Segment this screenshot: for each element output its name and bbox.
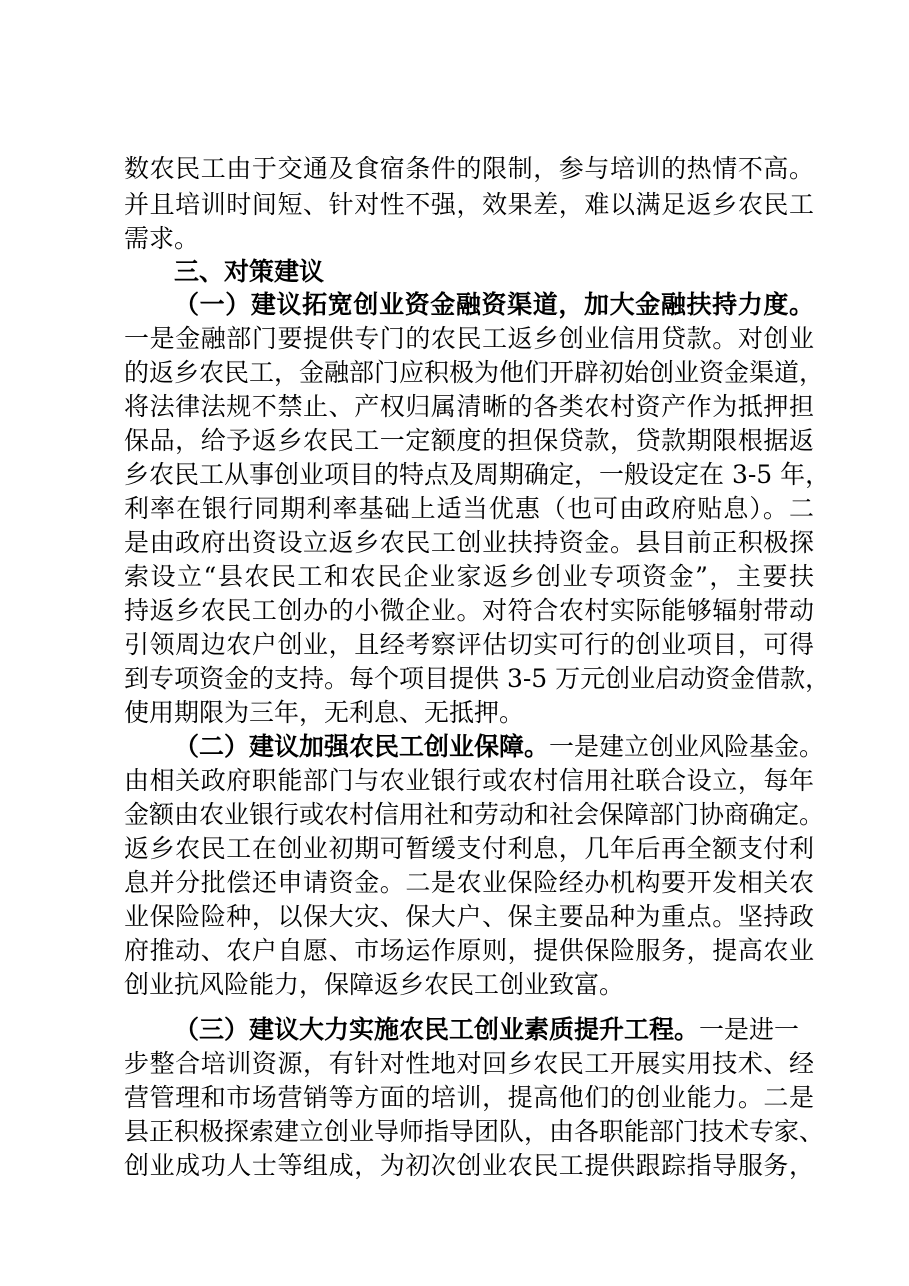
body-line: 保品，给予返乡农民工一定额度的担保贷款，贷款期限根据返 [124,426,814,455]
body-line: 到专项资金的支持。每个项目提供 3-5 万元创业启动资金借款， [124,664,831,693]
body-line: 需求。 [124,224,200,253]
paragraph-line [174,730,825,764]
body-line: 创业成功人士等组成，为初次创业农民工提供跟踪指导服务， [124,1151,814,1180]
body-line: 步整合培训资源，有针对性地对回乡农民工开展实用技术、经 [124,1049,814,1078]
body-line: 由相关政府职能部门与农业银行或农村信用社联合设立，每年 [124,766,814,795]
section-heading: 三、对策建议 [174,257,325,286]
body-line: 的返乡农民工，金融部门应积极为他们开辟初始创业资金渠道， [124,358,825,387]
subsection-heading: （一）建议拓宽创业资金融资渠道，加大金融扶持力度。 [174,290,814,319]
body-line: 营管理和市场营销等方面的培训，提高他们的创业能力。二是 [124,1083,814,1112]
body-line: 索设立“县农民工和农民企业家返乡创业专项资金”，主要扶 [124,562,814,591]
body-line: 息并分批偿还申请资金。二是农业保险经办机构要开发相关农 [124,868,814,897]
body-line: 并且培训时间短、针对性不强，效果差，难以满足返乡农民工 [124,190,814,219]
body-line: 县正积极探索建立创业导师指导团队，由各职能部门技术专家、 [124,1117,825,1146]
body-line: 一是金融部门要提供专门的农民工返乡创业信用贷款。对创业 [124,324,814,353]
body-text: 一是进一 [699,1015,800,1044]
body-text: 一是建立创业风险基金。 [549,732,825,761]
body-line: 将法律法规不禁止、产权归属清晰的各类农村资产作为抵押担 [124,392,814,421]
body-line: 乡农民工从事创业项目的特点及周期确定，一般设定在 3-5 年， [124,460,831,489]
body-line: 创业抗风险能力，保障返乡农民工创业致富。 [124,970,625,999]
subsection-heading: （三）建议大力实施农民工创业素质提升工程。 [174,1015,700,1044]
body-line: 是由政府出资设立返乡农民工创业扶持资金。县目前正积极探 [124,528,814,557]
body-line: 数农民工由于交通及食宿条件的限制，参与培训的热情不高。 [124,154,814,183]
subsection-heading: （二）建议加强农民工创业保障。 [174,732,550,761]
body-line: 府推动、农户自愿、市场运作原则，提供保险服务，提高农业 [124,936,814,965]
body-line: 持返乡农民工创办的小微企业。对符合农村实际能够辐射带动 [124,596,814,625]
body-line: 返乡农民工在创业初期可暂缓支付利息，几年后再全额支付利 [124,834,814,863]
body-line: 利率在银行同期利率基础上适当优惠（也可由政府贴息）。二 [124,494,814,523]
body-line: 业保险险种，以保大灾、保大户、保主要品种为重点。坚持政 [124,902,814,931]
body-line: 引领周边农户创业，且经考察评估切实可行的创业项目，可得 [124,630,814,659]
body-line: 金额由农业银行或农村信用社和劳动和社会保障部门协商确定。 [124,800,825,829]
body-line: 使用期限为三年，无利息、无抵押。 [124,698,525,727]
paragraph-line [174,1013,814,1047]
